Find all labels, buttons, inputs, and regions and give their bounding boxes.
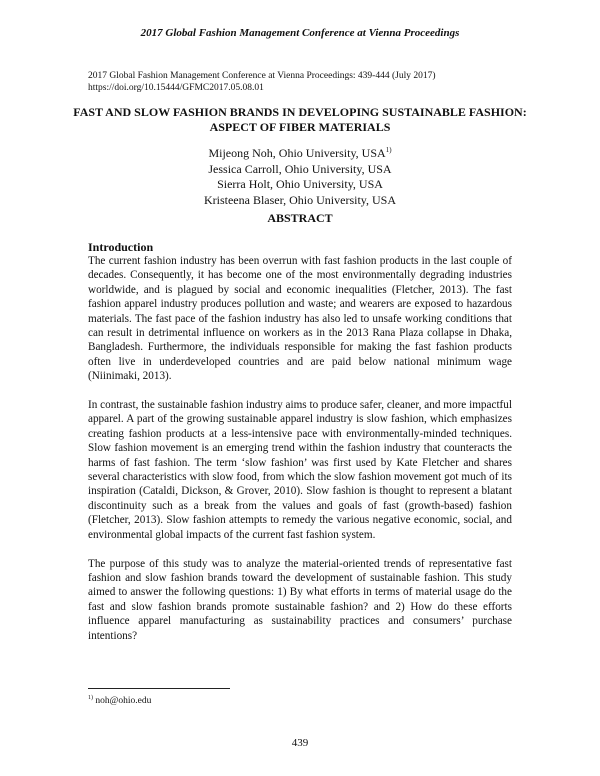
- author: Sierra Holt, Ohio University, USA: [217, 177, 383, 191]
- paragraph: In contrast, the sustainable fashion industry aims to produce safer, cleaner, and more impactful apparel. A part of the growing sustainable apparel industry is slow fashion, which emphasizes creating fashion products at a less-intensive pace with environmentally-minded techniques. Slow fashion movement is an emerging trend within the fashion industry that counteracts the harms of fast fashion. The term ‘slow fashion’ was first used by Kate Fletcher and shares several characteristics with slow food, from which the slow fashion movement got much of its inspiration (Cataldi, Dickson, & Grover, 2010). Slow fashion is thought to represent a blatant discontinuity such as a break from the values and goals of fast (growth-based) fashion (Fletcher, 2013). Slow fashion attempts to remedy the various negative economic, social, and environmental global impacts of the current fast fashion system.: [88, 399, 512, 541]
- paper-title: FAST AND SLOW FASHION BRANDS IN DEVELOPING SUSTAINABLE FASHION: ASPECT OF FIBER MATERIALS: [73, 105, 527, 134]
- footnote-mark: 1): [88, 695, 93, 701]
- author: Jessica Carroll, Ohio University, USA: [208, 161, 392, 176]
- footnote: [88, 695, 151, 706]
- footnote-divider: [88, 688, 230, 689]
- abstract-heading: ABSTRACT: [267, 211, 333, 225]
- page-number: 439: [291, 737, 309, 749]
- running-head: 2017 Global Fashion Management Conference at Vienna Proceedings: [140, 27, 460, 39]
- author-footnote-mark: 1): [385, 146, 392, 154]
- author-list: [100, 143, 500, 208]
- body-text: [88, 241, 512, 657]
- footnote-email: noh@ohio.edu: [95, 696, 152, 707]
- citation: 2017 Global Fashion Management Conference at Vienna Proceedings: 439-444 (July 2017) https://doi.org/10.15444/GFMC2017.05.08.01: [88, 71, 436, 93]
- author: Kristeena Blaser, Ohio University, USA: [203, 192, 397, 207]
- paragraph: The purpose of this study was to analyze the material-oriented trends of representative fast fashion and slow fashion brands toward the development of sustainable fashion. This study aimed to answer the following questions: 1) By what efforts in terms of material usage do the fast and slow fashion brands promote sustainable fashion? and 2) How do these efforts influence apparel manufacturing as sustainability practices and consumers’ purchase intentions?: [88, 557, 512, 642]
- author: Mijeong Noh, Ohio University, USA$^{1)}$: [208, 146, 392, 160]
- paragraph: The current fashion industry has been overrun with fast fashion products in the last couple of decades. Consequently, it has become one of the most environmentally degrading industries worldwide, and is plagued by social and economic inequalities (Fletcher, 2013). The fast fashion apparel industry produces pollution and waste; and wearers are exposed to hazardous materials. The fast pace of the fashion industry has also led to unsafe working conditions that can result in detrimental influence on workers as in the 2013 Rana Plaza collapse in Dhaka, Bangladesh. Furthermore, the individuals responsible for making the fast fashion products often live in underdeveloped countries and are paid below national minimum wage (Niinimaki, 2013).: [88, 255, 512, 383]
- section-heading: Introduction: [88, 240, 154, 254]
